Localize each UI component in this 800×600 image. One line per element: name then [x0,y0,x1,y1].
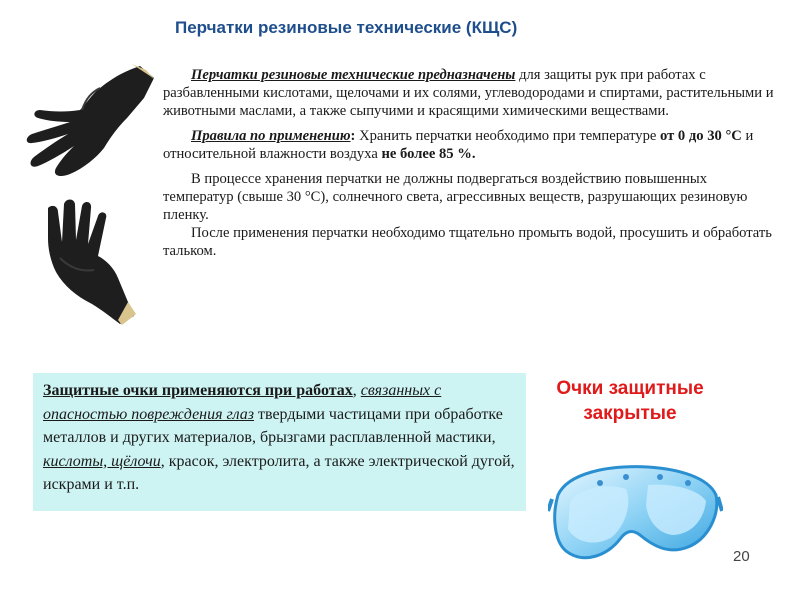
rubber-glove-image-bottom [20,198,140,328]
gloves-storage-paragraph [163,170,775,260]
gloves-after-use-text: После применения перчатки необходимо тщательно промыть водой, просушить и обработать тальком. [163,225,772,259]
goggles-usage-comma: , [352,382,357,399]
goggles-usage-acids: кислоты, щёлочи [43,452,161,470]
gloves-rules-temperature: от 0 до 30 °С [660,128,742,144]
goggles-usage-text-1: твердыми частицами при обработке металлов и других материалов, брызгами расплавленной мастики, [43,405,503,446]
gloves-rules-text: Хранить перчатки необходимо при температуре [355,128,661,144]
goggles-usage-lead: Защитные очки применяются при работах [43,382,353,399]
page-title: Перчатки резиновые технические (КЩС) [175,18,518,37]
protective-goggles-image [548,455,723,575]
gloves-purpose-lead: Перчатки резиновые технические предназначены [191,67,516,83]
gloves-storage-text: В процессе хранения перчатки не должны подвергаться воздействию повышенных температур (свыше 30 °С), солнечного света, агрессивных веществ, разрушающих резиновую пленку. [163,171,748,223]
gloves-rules-humidity: не более 85 %. [381,146,476,162]
goggles-usage-text-2: , красок, электролита, а также электрической дугой, искрами и т.п. [43,452,515,493]
goggles-title-line-1: Очки защитные [556,378,704,399]
gloves-rules-mid: и относительной влажности воздуха [163,128,754,162]
gloves-purpose-paragraph [163,66,775,120]
goggles-usage-related: связанных с опасностью повреждения глаз [43,382,442,423]
rubber-glove-image-top [22,58,157,183]
goggles-usage-box [33,373,526,511]
goggles-title-line-2: закрытые [583,403,677,424]
gloves-rules-lead: Правила по применению [191,128,351,144]
goggles-title [545,376,715,426]
gloves-rules-colon: : [350,128,356,144]
gloves-description [163,66,775,267]
gloves-purpose-text: для защиты рук при работах с разбавленными кислотами, щелочами и их солями, углеводородами и спиртами, растительными и животными маслами, а также сыпучими и красящими химическими веществами. [163,67,774,119]
gloves-rules-paragraph [163,127,775,163]
page-number: 20 [733,548,750,565]
